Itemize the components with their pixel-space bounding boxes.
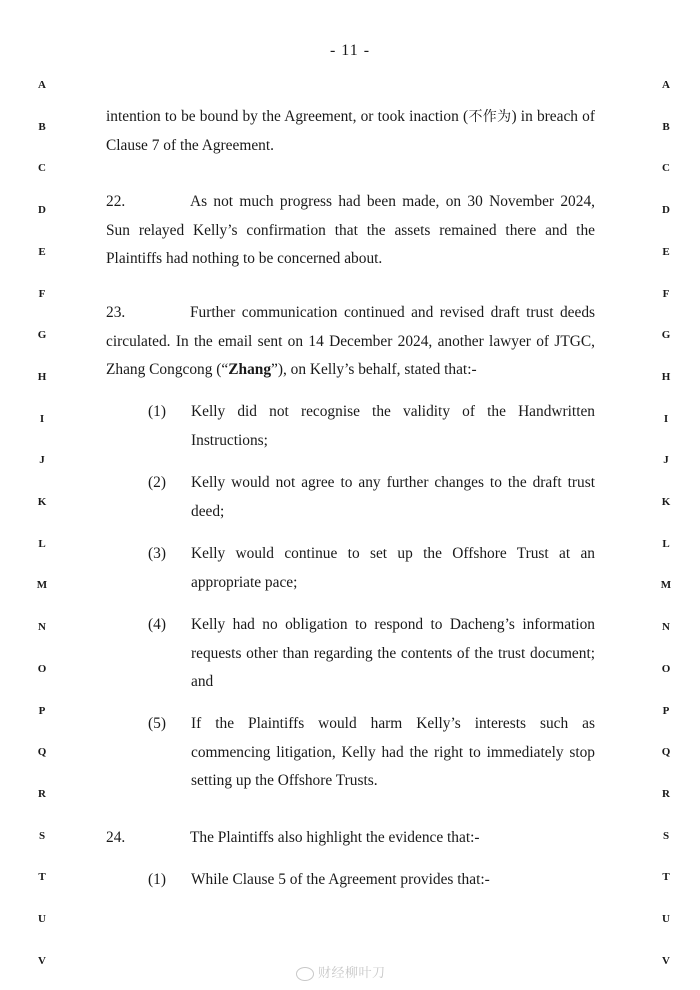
paragraph-text-end: ”), on Kelly’s behalf, stated that:- — [271, 361, 477, 378]
list-item — [148, 540, 595, 597]
margin-letter-p: P — [38, 704, 46, 717]
margin-letter-v: V — [38, 954, 46, 967]
list-item-text: While Clause 5 of the Agreement provides that:- — [191, 871, 490, 888]
chinese-term: 不作为 — [468, 109, 512, 125]
margin-letter-d: D — [38, 204, 46, 217]
margin-letter-h: H — [661, 370, 671, 383]
list-item-number: (4) — [148, 616, 166, 633]
list-item-number: (1) — [148, 871, 166, 888]
margin-letter-b: B — [662, 120, 670, 133]
list-item-number: (5) — [148, 715, 166, 732]
paragraph-text: The Plaintiffs also highlight the evidence that:- — [190, 829, 480, 846]
list-item-text: Kelly would continue to set up the Offshore Trust at an appropriate pace; — [191, 545, 595, 591]
margin-letter-n: N — [662, 621, 670, 634]
margin-letter-i: I — [663, 412, 669, 425]
paragraph-text: As not much progress had been made, on 30 November 2024, Sun relayed Kelly’s confirmation that the assets remained there and the Plaintiffs had nothing to be concerned about. — [106, 193, 595, 267]
defined-term-zhang: Zhang — [228, 361, 272, 378]
margin-letter-q: Q — [37, 746, 47, 759]
margin-letter-t: T — [662, 871, 670, 884]
margin-letter-s: S — [662, 829, 670, 842]
margin-letter-m: M — [660, 579, 672, 592]
margin-letter-u: U — [38, 913, 46, 925]
margin-letter-e: E — [662, 245, 670, 258]
margin-letter-l: L — [662, 537, 670, 550]
list-item-text: Kelly did not recognise the validity of the Handwritten Instructions; — [191, 403, 595, 449]
margin-letter-c: C — [662, 162, 670, 175]
margin-letter-r: R — [38, 787, 46, 800]
margin-letter-j: J — [39, 454, 45, 467]
watermark-text: 财经柳叶刀 — [318, 966, 386, 981]
page-number: - 11 - — [329, 42, 371, 59]
margin-letter-g: G — [661, 329, 671, 342]
right-margin-letters — [656, 0, 676, 990]
list-item-text: Kelly had no obligation to respond to Dacheng’s information requests other than regarding the contents of the trust document; and — [191, 616, 595, 690]
margin-letter-g: G — [37, 329, 47, 342]
continuation-paragraph — [106, 103, 595, 160]
continuation-text-end: ) in breach of Clause 7 of the Agreement. — [106, 108, 595, 154]
margin-letter-a: A — [662, 79, 670, 91]
list-item-number: (2) — [148, 474, 166, 491]
list-item — [148, 469, 595, 526]
margin-letter-v: V — [662, 954, 670, 967]
margin-letter-k: K — [37, 496, 47, 508]
margin-letter-a: A — [38, 79, 46, 91]
list-item — [148, 611, 595, 697]
paragraph-22 — [106, 188, 595, 274]
margin-letter-s: S — [38, 829, 46, 842]
margin-letter-p: P — [662, 704, 670, 717]
margin-letter-k: K — [661, 496, 671, 508]
margin-letter-f: F — [38, 287, 46, 300]
paragraph-number: 23. — [106, 304, 126, 321]
list-item-text: If the Plaintiffs would harm Kelly’s interests such as commencing litigation, Kelly had the right to immediately stop setting up the Offshore Trusts. — [191, 715, 595, 789]
margin-letter-l: L — [38, 537, 46, 550]
margin-letter-c: C — [38, 162, 46, 175]
list-item-text: Kelly would not agree to any further changes to the draft trust deed; — [191, 474, 595, 520]
margin-letter-m: M — [36, 579, 48, 592]
margin-letter-e: E — [38, 245, 46, 258]
margin-letter-b: B — [38, 120, 46, 133]
list-item — [148, 398, 595, 455]
paragraph-text-start: Further communication continued and revised draft trust deeds circulated. In the email sent on 14 December 2024, another lawyer of JTGC, Zhang Congcong (“ — [106, 304, 595, 378]
margin-letter-r: R — [662, 787, 670, 800]
margin-letter-f: F — [662, 287, 670, 300]
list-item-number: (1) — [148, 403, 166, 420]
margin-letter-i: I — [39, 412, 45, 425]
list-item — [148, 710, 595, 796]
list-item — [148, 866, 595, 895]
margin-letter-n: N — [38, 621, 46, 634]
margin-letter-d: D — [662, 204, 670, 217]
paragraph-number: 22. — [106, 193, 126, 210]
margin-letter-h: H — [37, 370, 47, 383]
margin-letter-t: T — [38, 871, 46, 884]
margin-letter-u: U — [662, 913, 670, 925]
paragraph-23 — [106, 299, 595, 385]
list-item-number: (3) — [148, 545, 166, 562]
margin-letter-o: O — [661, 662, 671, 675]
watermark — [296, 962, 386, 981]
margin-letter-j: J — [663, 454, 669, 467]
margin-letter-o: O — [37, 662, 47, 675]
margin-letter-q: Q — [661, 746, 671, 759]
paragraph-24 — [106, 824, 595, 853]
paragraph-number: 24. — [106, 829, 126, 846]
left-margin-letters — [32, 0, 52, 990]
continuation-text-start: intention to be bound by the Agreement, or took inaction ( — [106, 108, 469, 125]
weibo-icon — [296, 967, 314, 981]
